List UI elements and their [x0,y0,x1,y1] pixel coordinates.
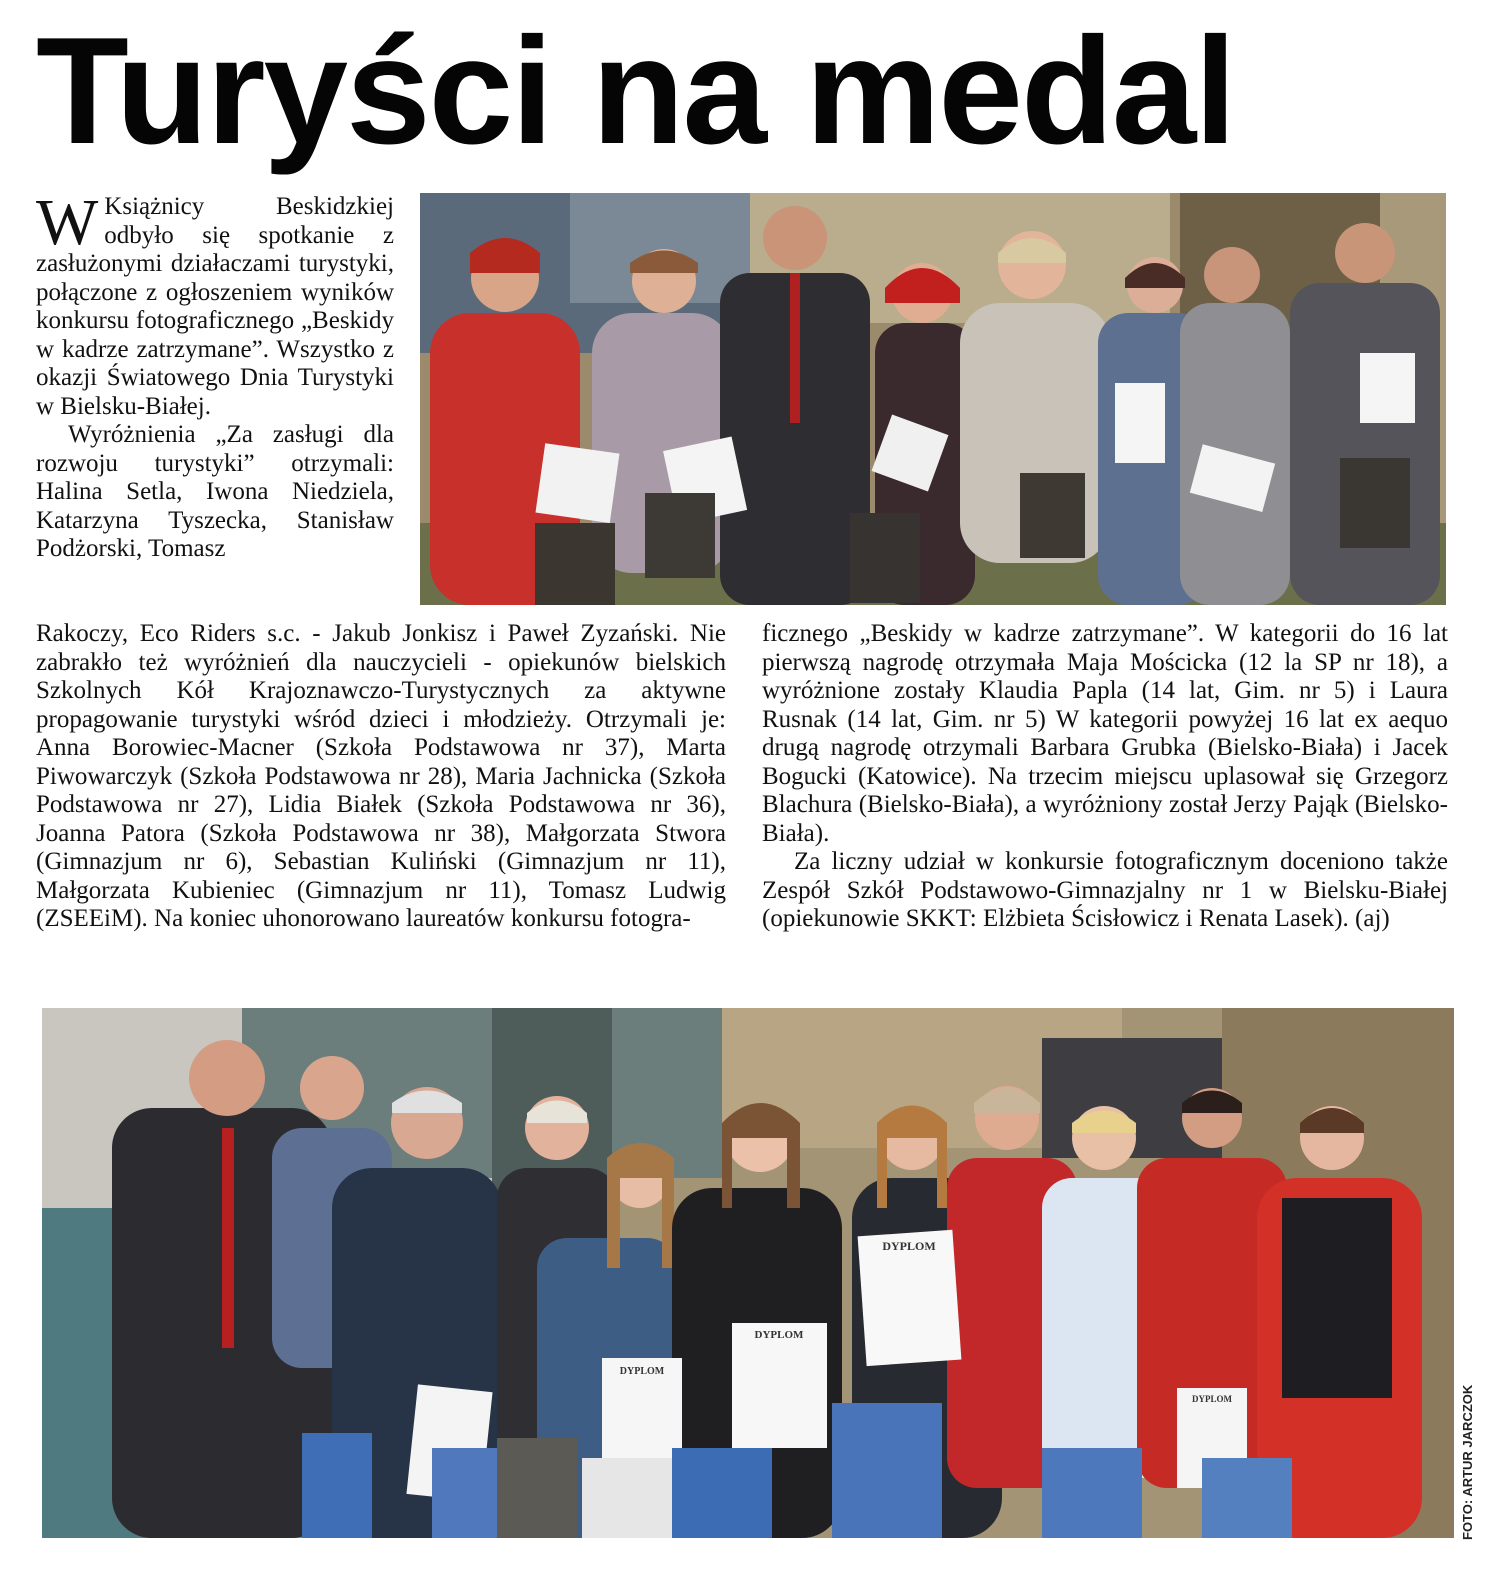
lead-paragraph [36,186,394,421]
awards-paragraph-start: Wyróżnienia „Za zasługi dla rozwoju turystyki” otrzymali: Halina Setla, Iwona Niedziela, Katarzyna Tyszecka, Stanisław Podżorski, Tomasz [36,421,394,562]
school-mention-paragraph: Za liczny udział w konkursie fotograficznym doceniono także Zespół Szkół Podstawowo-Gimnazjalny nr 1 w Bielsku-Białej (opiekunowie SKKT: Elżbieta Ścisłowicz i Renata Lasek). (aj) [762,848,1448,932]
awards-column [36,620,726,934]
awards-paragraph-continued: Rakoczy, Eco Riders s.c. - Jakub Jonkisz i Paweł Zyzański. Nie zabrakło też wyróżnień dla nauczycieli - opiekunów bielskich Szkolnych Kół Krajoznawczo-Turystycznych za aktywne propagowanie turystyki wśród dzieci i młodzieży. Otrzymali je: Anna Borowiec-Macner (Szkoła Podstawowa nr 37), Marta Piwowarczyk (Szkoła Podstawowa nr 28), Maria Jachnicka (Szkoła Podstawowa nr 27), Lidia Białek (Szkoła Podstawowa nr 36), Joanna Patora (Szkoła Podstawowa nr 38), Małgorzata Stwora (Gimnazjum nr 6), Sebastian Kuliński (Gimnazjum nr 11), Małgorzata Kubieniec (Gimnazjum nr 11), Tomasz Ludwig (ZSEEiM). Na koniec uhonorowano laureatów konkursu fotogra- [36,620,726,932]
diploma-label-1: DYPLOM [619,1366,665,1377]
drop-cap: W [36,186,99,259]
top-photo-illustration [420,193,1446,605]
lead-column [36,186,394,564]
article-headline: Turyści na medal [36,6,1235,176]
diploma-label-4: DYPLOM [1192,1394,1232,1404]
bottom-photo-illustration [42,1008,1454,1538]
contest-column [762,620,1448,934]
diploma-label-3: DYPLOM [882,1239,936,1253]
contest-results-paragraph: ficznego „Beskidy w kadrze zatrzymane”. W kategorii do 16 lat pierwszą nagrodę otrzymała Maja Mościcka (12 la SP nr 18), a wyróżnione zostały Klaudia Papla (14 lat, Gim. nr 5) i Laura Rusnak (14 lat, Gim. nr 5) W kategorii powyżej 16 lat ex aequo drugą nagrodę otrzymali Barbara Grubka (Bielsko-Biała) i Jacek Bogucki (Katowice). Na trzecim miejscu uplasował się Grzegorz Blachura (Bielsko-Biała), a wyróżniony został Jerzy Pająk (Bielsko-Biała). [762,620,1448,847]
bottom-group-photo [42,1008,1454,1538]
top-group-photo [420,193,1446,605]
lead-text: Książnicy Beskidzkiej odbyło się spotkanie z zasłużonymi działaczami turystyki, połączone z ogłoszeniem wyników konkursu fotograficznego „Beskidy w kadrze zatrzymane”. Wszystko z okazji Światowego Dnia Turystyki w Bielsku-Białej. [36,193,394,420]
photo-credit: FOTO: ARTUR JARCZOK [1460,1384,1475,1540]
diploma-label-2: DYPLOM [754,1329,804,1341]
